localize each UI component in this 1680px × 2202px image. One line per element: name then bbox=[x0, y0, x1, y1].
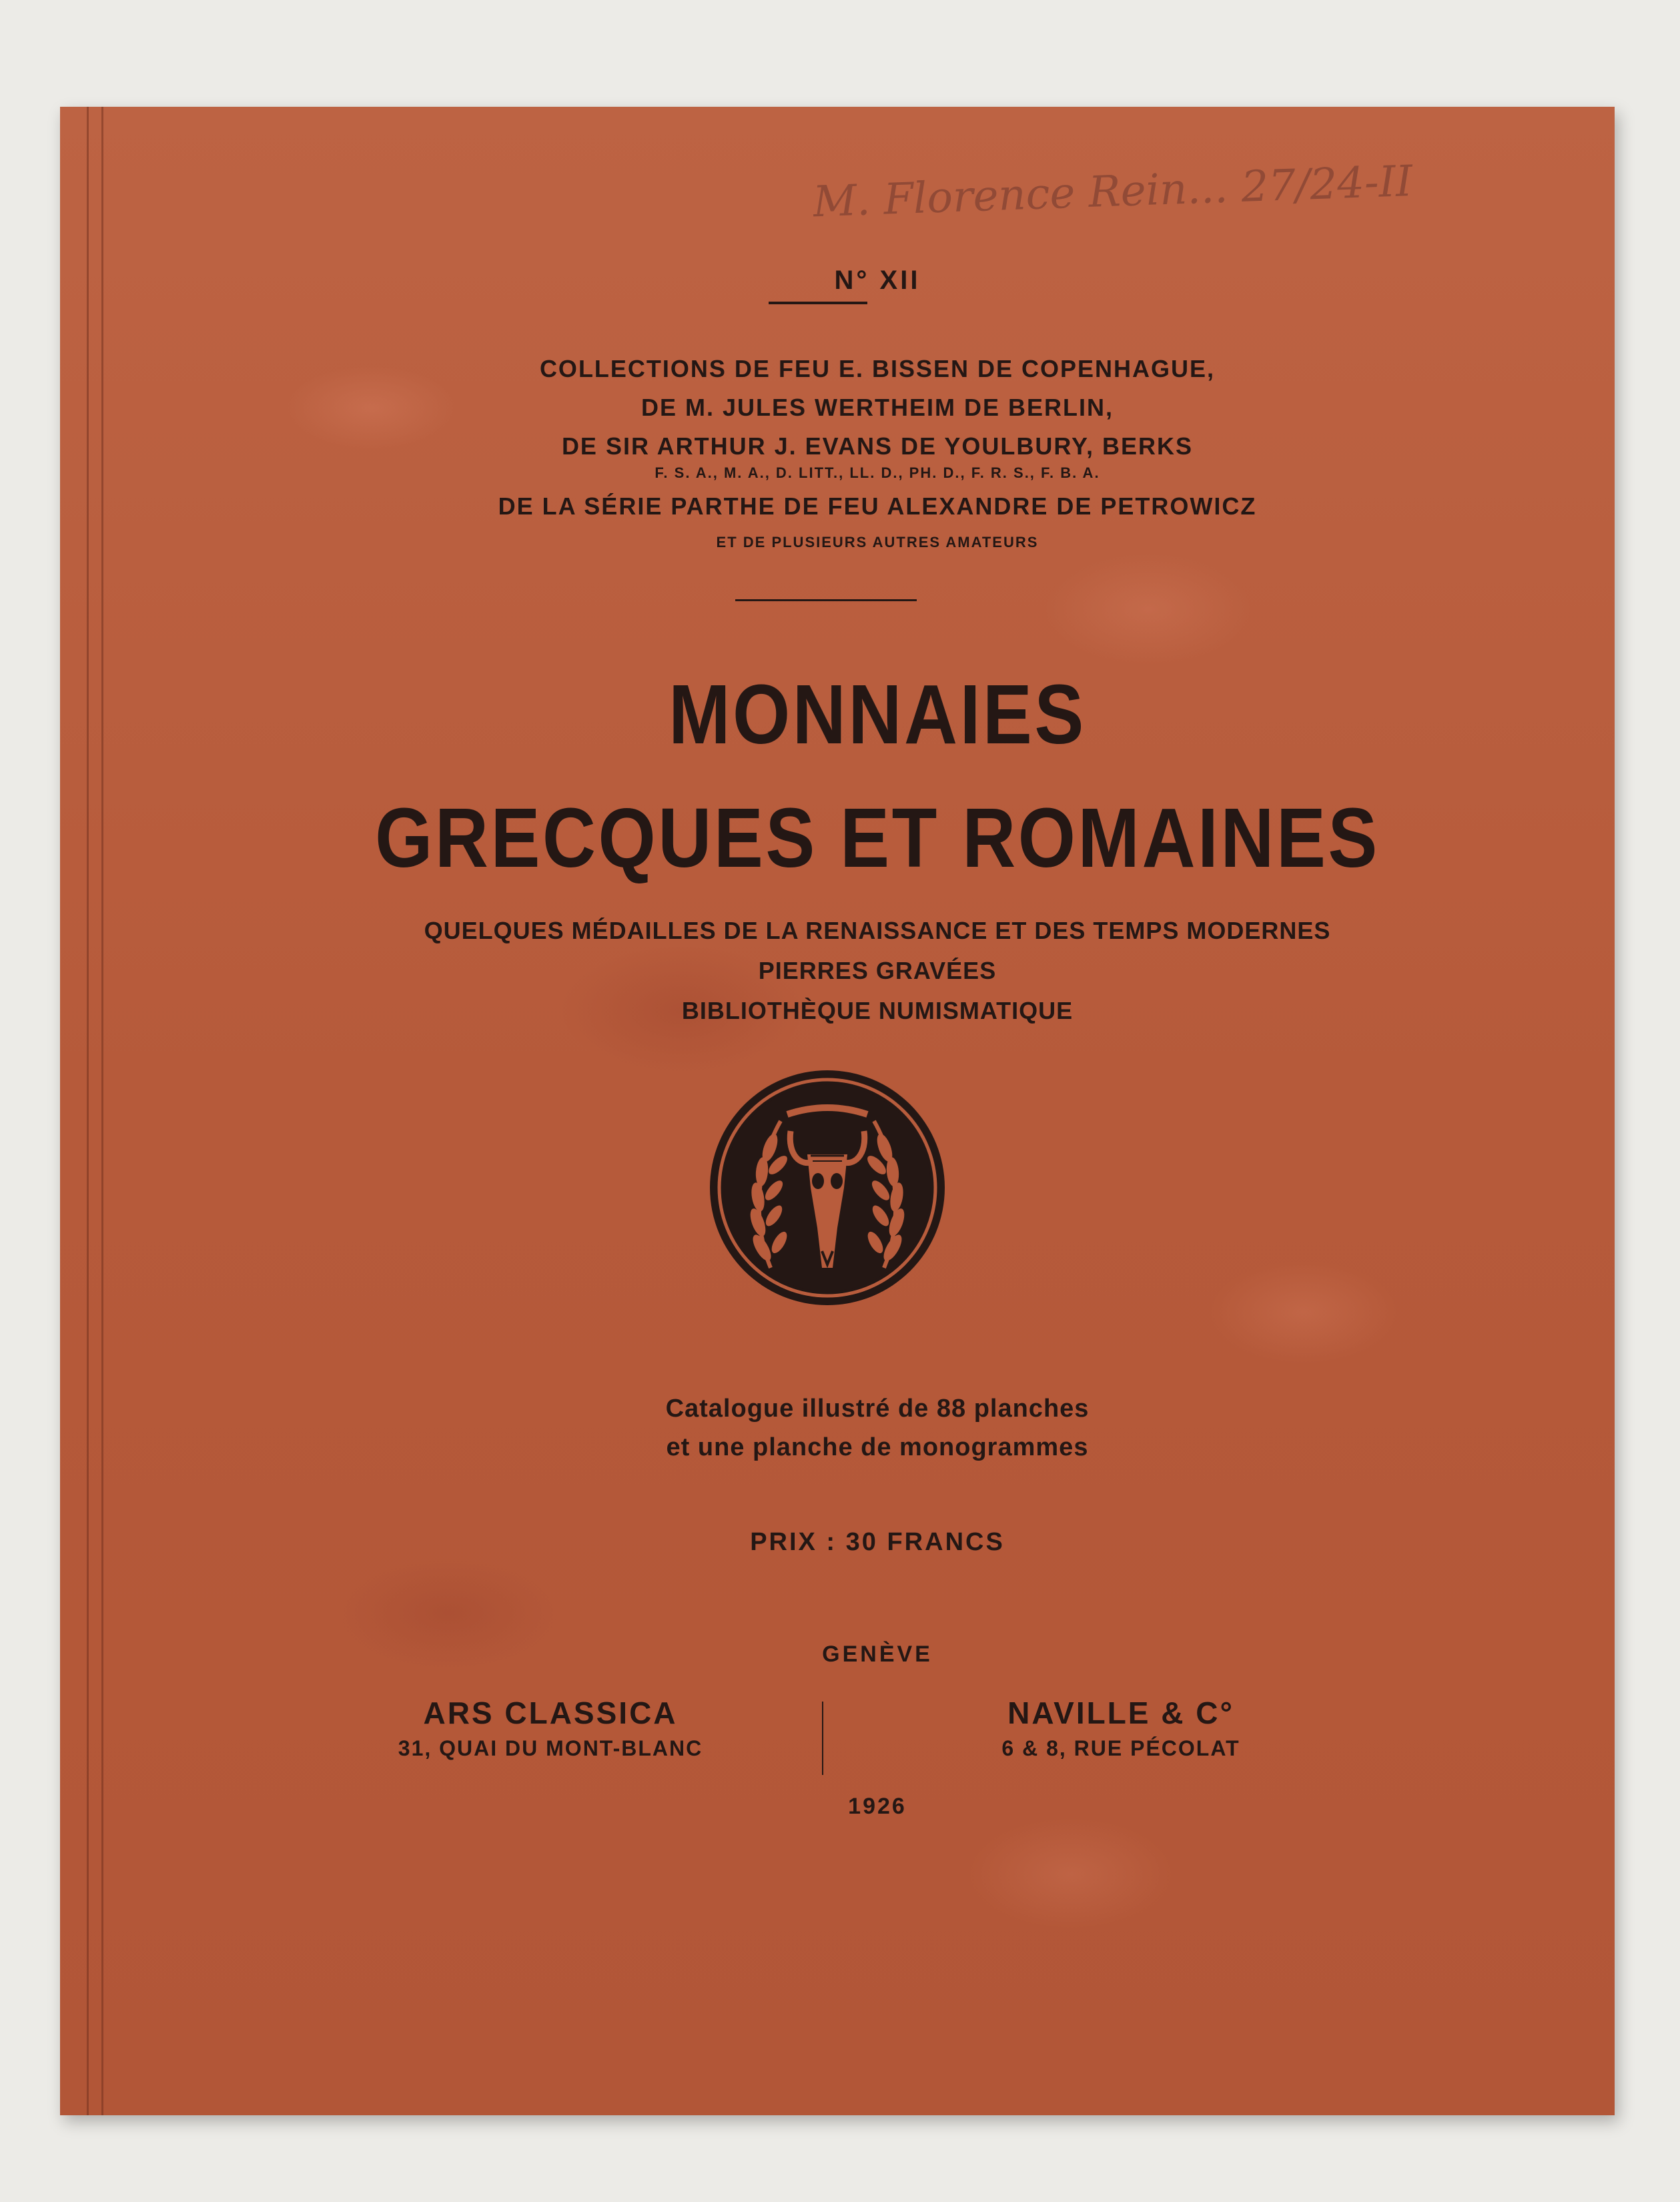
other-amateurs-line: ET DE PLUSIEURS AUTRES AMATEURS bbox=[716, 534, 1039, 550]
catalog-cover bbox=[60, 107, 1615, 2115]
collection-line: COLLECTIONS DE FEU E. BISSEN DE COPENHAGUE, bbox=[539, 355, 1216, 382]
publisher-address: 6 & 8, RUE PÉCOLAT bbox=[1001, 1736, 1240, 1760]
catalog-description-line: Catalogue illustré de 88 planches bbox=[665, 1395, 1090, 1423]
publisher-naville bbox=[907, 1695, 1334, 1761]
title-line-2: GRECQUES ET ROMAINES bbox=[375, 791, 1380, 885]
separator-rule bbox=[735, 599, 917, 601]
publisher-address: 31, QUAI DU MONT-BLANC bbox=[398, 1736, 703, 1760]
publisher-name: ARS CLASSICA bbox=[423, 1696, 678, 1730]
price: PRIX : 30 FRANCS bbox=[750, 1528, 1005, 1556]
publisher-name: NAVILLE & C° bbox=[1007, 1696, 1234, 1730]
handwritten-note: M. Florence Rein... 27/24-II bbox=[812, 156, 1414, 228]
subtitle-line: QUELQUES MÉDAILLES DE LA RENAISSANCE ET DES TEMPS MODERNES bbox=[424, 917, 1331, 944]
publisher-ars-classica bbox=[360, 1695, 741, 1761]
publisher-divider bbox=[822, 1702, 823, 1775]
catalog-number: N° XII bbox=[834, 266, 921, 295]
city: GENÈVE bbox=[822, 1641, 933, 1667]
catalog-description-line: et une planche de monogrammes bbox=[666, 1433, 1089, 1461]
bull-skull-with-laurel-emblem-icon bbox=[707, 1068, 947, 1308]
credentials-line: F. S. A., M. A., D. LITT., LL. D., PH. D., F. R. S., F. B. A. bbox=[655, 464, 1100, 481]
subtitle-line: BIBLIOTHÈQUE NUMISMATIQUE bbox=[681, 997, 1074, 1024]
number-underline bbox=[769, 302, 867, 304]
series-line: DE LA SÉRIE PARTHE DE FEU ALEXANDRE DE PETROWICZ bbox=[498, 492, 1257, 520]
year: 1926 bbox=[848, 1794, 907, 1819]
title-line-1: MONNAIES bbox=[669, 667, 1086, 761]
collection-line: DE M. JULES WERTHEIM DE BERLIN, bbox=[641, 394, 1114, 421]
cover-text bbox=[60, 107, 1615, 2115]
collection-line: DE SIR ARTHUR J. EVANS DE YOULBURY, BERKS bbox=[561, 432, 1194, 460]
subtitle-line: PIERRES GRAVÉES bbox=[758, 957, 997, 984]
